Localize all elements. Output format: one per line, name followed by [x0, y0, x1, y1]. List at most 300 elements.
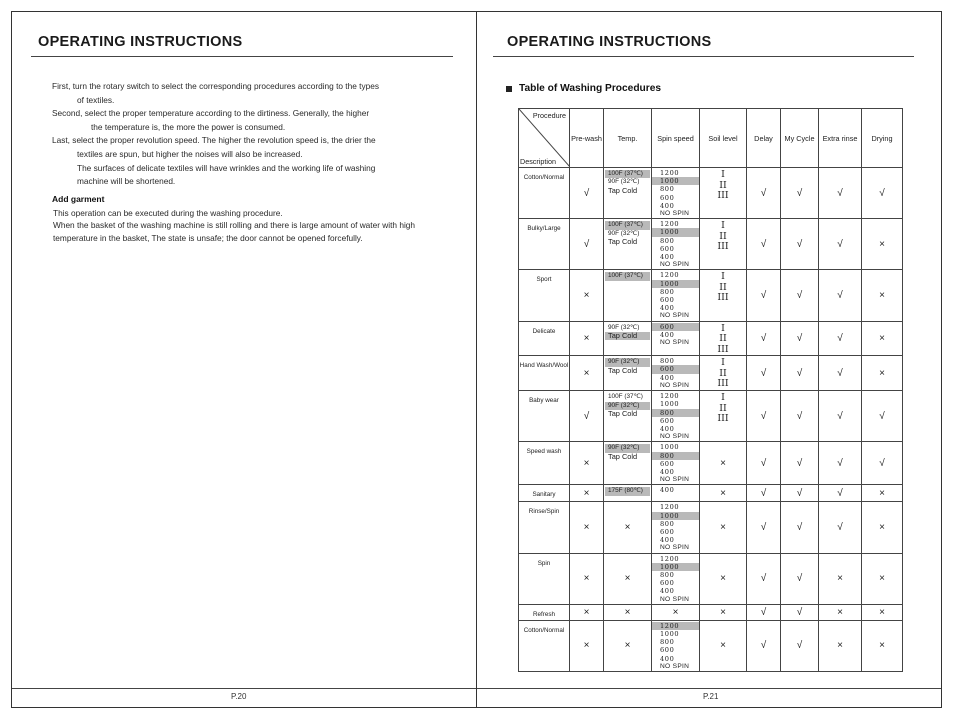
instructions-paragraph — [52, 80, 379, 189]
text-line: The surfaces of delicate textiles will have wrinkles and the working life of washing — [77, 162, 376, 173]
delay-cell — [747, 219, 781, 270]
spin-option: 600 — [660, 579, 675, 588]
extra-rinse-cell — [819, 356, 862, 391]
my-cycle-cell — [781, 485, 819, 502]
spin-option: 1200 — [660, 271, 680, 280]
prewash-cell — [570, 604, 604, 620]
spin-option: NO SPIN — [660, 210, 690, 218]
spin-speed-cell — [652, 321, 700, 356]
spin-option: NO SPIN — [660, 595, 690, 603]
prewash-cell — [570, 553, 604, 604]
extra-rinse-mark: √ — [837, 522, 843, 533]
table-title — [506, 83, 661, 94]
spin-option: 1200 — [652, 622, 699, 630]
delay-mark: √ — [760, 238, 767, 250]
table-row — [519, 553, 903, 604]
text-line: machine will be shortened. — [77, 176, 176, 187]
text-line: This operation can be executed during the washing procedure. — [53, 208, 283, 218]
prewash-cell — [570, 356, 604, 391]
spin-option: 1200 — [660, 169, 680, 177]
spin-option: 600 — [660, 528, 675, 536]
my-cycle-cell — [781, 356, 819, 391]
program-name: Bulky/Large — [527, 225, 561, 233]
prewash-mark: √ — [583, 410, 590, 422]
extra-rinse-mark: √ — [837, 410, 843, 422]
temp-option: Tap Cold — [608, 237, 638, 247]
delay-cell — [747, 168, 781, 219]
spin-option: NO SPIN — [660, 476, 690, 484]
program-name-cell — [519, 356, 570, 391]
text-line: of textiles. — [77, 94, 115, 105]
spin-option: 1000 — [660, 443, 680, 452]
table-row — [519, 321, 903, 356]
extra-rinse-cell — [819, 442, 862, 485]
delay-mark: √ — [760, 573, 767, 585]
temp-cell — [604, 485, 652, 502]
program-name-cell — [519, 620, 570, 671]
prewash-cell — [570, 270, 604, 321]
header-delay: Delay — [747, 109, 781, 168]
spin-option: NO SPIN — [660, 433, 690, 441]
soil-level-cell — [700, 553, 747, 604]
soil-level-option: I — [721, 322, 725, 334]
drying-mark: √ — [879, 187, 885, 199]
prewash-mark: √ — [583, 187, 590, 199]
program-name-cell — [519, 604, 570, 620]
soil-mark: × — [720, 487, 726, 499]
my-cycle-mark: √ — [796, 187, 803, 199]
my-cycle-cell — [781, 442, 819, 485]
delay-cell — [747, 391, 781, 442]
soil-level-cell — [700, 168, 747, 219]
drying-mark: √ — [879, 410, 885, 422]
spin-option: 800 — [660, 287, 675, 296]
spin-option: 600 — [660, 416, 675, 425]
prewash-mark: × — [583, 332, 590, 344]
drying-cell — [862, 620, 903, 671]
extra-rinse-cell — [819, 219, 862, 270]
prewash-mark: × — [583, 573, 590, 585]
my-cycle-mark: √ — [796, 410, 803, 422]
program-name: Sport — [536, 276, 552, 284]
spin-option: 400 — [660, 373, 675, 382]
spin-option: 400 — [660, 654, 675, 663]
table-header-row — [519, 109, 903, 168]
soil-level-cell — [700, 620, 747, 671]
soil-level-option: III — [717, 190, 729, 201]
extra-rinse-mark: √ — [837, 457, 843, 469]
prewash-mark: × — [583, 457, 590, 469]
soil-level-cell — [700, 356, 747, 391]
soil-mark: × — [720, 573, 726, 585]
spin-option: 1200 — [660, 554, 680, 563]
my-cycle-mark: √ — [796, 522, 803, 533]
spin-option: 400 — [660, 486, 675, 495]
spin-option: 800 — [652, 452, 699, 460]
delay-cell — [747, 356, 781, 391]
spin-option: NO SPIN — [660, 261, 690, 269]
prewash-cell — [570, 168, 604, 219]
temp-cell — [604, 620, 652, 671]
soil-level-option: II — [719, 402, 727, 414]
extra-rinse-mark: √ — [837, 332, 843, 344]
delay-mark: √ — [760, 332, 767, 344]
my-cycle-mark: √ — [796, 332, 803, 344]
prewash-cell — [570, 502, 604, 553]
drying-cell — [862, 219, 903, 270]
program-name: Baby wear — [529, 397, 559, 405]
spin-mark: × — [672, 606, 679, 618]
spin-speed-cell — [652, 442, 700, 485]
temp-option: Tap Cold — [608, 408, 638, 418]
temp-option: 100F (37℃) — [608, 393, 643, 401]
prewash-mark: × — [583, 522, 590, 533]
spin-option: 800 — [660, 185, 675, 194]
spin-option: NO SPIN — [660, 544, 690, 552]
delay-cell — [747, 502, 781, 553]
table-row — [519, 442, 903, 485]
program-name: Cotton/Normal — [523, 626, 565, 634]
soil-level-option: I — [721, 357, 725, 369]
temp-cell — [604, 321, 652, 356]
my-cycle-cell — [781, 391, 819, 442]
program-name-cell — [519, 502, 570, 553]
text-line: Last, select the proper revolution speed. The higher the revolution speed is, the drier the — [52, 135, 376, 146]
text-line: the temperature is, the more the power is consumed. — [91, 121, 286, 132]
delay-mark: √ — [760, 606, 767, 618]
spin-speed-cell — [652, 604, 700, 620]
drying-cell — [862, 391, 903, 442]
prewash-cell — [570, 219, 604, 270]
temp-mark: × — [624, 606, 631, 618]
extra-rinse-cell — [819, 168, 862, 219]
spin-option: 1200 — [660, 503, 680, 512]
spin-option: 600 — [660, 244, 675, 253]
soil-level-option: II — [719, 367, 727, 379]
spin-option: 1000 — [652, 563, 699, 571]
my-cycle-mark: √ — [796, 238, 803, 250]
prewash-cell — [570, 321, 604, 356]
extra-rinse-mark: √ — [837, 238, 843, 250]
drying-mark: × — [879, 290, 885, 302]
temp-option: Tap Cold — [605, 332, 650, 340]
soil-level-cell — [700, 391, 747, 442]
table-row — [519, 219, 903, 270]
my-cycle-mark: √ — [796, 573, 803, 585]
my-cycle-cell — [781, 620, 819, 671]
my-cycle-cell — [781, 321, 819, 356]
temp-option: 90F (32℃) — [608, 229, 640, 237]
my-cycle-mark: √ — [796, 606, 803, 618]
left-page — [11, 11, 477, 708]
prewash-cell — [570, 442, 604, 485]
spin-option: 600 — [652, 323, 699, 331]
spin-speed-cell — [652, 485, 700, 502]
header-description: Description — [520, 157, 556, 166]
soil-level-cell — [700, 604, 747, 620]
program-name: Refresh — [532, 610, 556, 618]
temp-option: Tap Cold — [608, 451, 638, 461]
temp-cell — [604, 391, 652, 442]
spin-speed-cell — [652, 168, 700, 219]
footer-rule — [12, 688, 476, 689]
my-cycle-mark: √ — [796, 457, 803, 469]
spin-option: NO SPIN — [660, 381, 690, 389]
spin-option: 800 — [660, 519, 675, 528]
spin-option: 400 — [660, 201, 675, 210]
header-extra-rinse: Extra rinse — [819, 109, 862, 168]
temp-option: 90F (32℃) — [605, 358, 650, 366]
spin-option: 400 — [660, 424, 675, 433]
header-procedure-description — [519, 109, 570, 168]
temp-mark: × — [624, 522, 631, 533]
spin-option: 800 — [660, 571, 675, 580]
temp-cell — [604, 168, 652, 219]
delay-mark: √ — [760, 410, 767, 422]
soil-mark: × — [720, 606, 726, 618]
table-title-text: Table of Washing Procedures — [519, 83, 662, 94]
temp-cell — [604, 502, 652, 553]
spin-option: 600 — [660, 193, 675, 202]
drying-mark: × — [879, 238, 885, 250]
soil-level-option: III — [717, 241, 729, 253]
spin-option: 1000 — [652, 228, 699, 236]
spin-speed-cell — [652, 553, 700, 604]
table-row — [519, 168, 903, 219]
temp-option: Tap Cold — [608, 365, 638, 375]
table-row — [519, 620, 903, 671]
spin-speed-cell — [652, 620, 700, 671]
spin-option: 600 — [652, 365, 699, 373]
program-name: Rinse/Spin — [528, 508, 560, 516]
spin-option: 800 — [660, 357, 675, 366]
header-spin-speed: Spin speed — [652, 109, 700, 168]
extra-rinse-cell — [819, 485, 862, 502]
my-cycle-mark: √ — [796, 290, 803, 302]
header-my-cycle: My Cycle — [781, 109, 819, 168]
washing-procedures-table — [518, 108, 903, 672]
header-soil-level: Soil level — [700, 109, 747, 168]
extra-rinse-mark: √ — [837, 187, 843, 199]
text-line: First, turn the rotary switch to select the corresponding procedures according to the types — [52, 81, 379, 91]
table-row — [519, 502, 903, 553]
table-row — [519, 391, 903, 442]
drying-mark: × — [879, 522, 885, 533]
text-line: textiles are spun, but higher the noises will also be increased. — [77, 148, 303, 159]
soil-level-cell — [700, 270, 747, 321]
delay-cell — [747, 485, 781, 502]
table-row — [519, 356, 903, 391]
prewash-mark: × — [583, 290, 590, 302]
header-procedure: Procedure — [532, 111, 566, 120]
spin-option: 1000 — [660, 630, 680, 639]
my-cycle-cell — [781, 270, 819, 321]
drying-mark: × — [879, 487, 885, 499]
drying-cell — [862, 604, 903, 620]
drying-cell — [862, 270, 903, 321]
delay-mark: √ — [760, 290, 767, 302]
drying-cell — [862, 485, 903, 502]
extra-rinse-cell — [819, 321, 862, 356]
program-name: Speed wash — [526, 448, 562, 456]
extra-rinse-cell — [819, 502, 862, 553]
prewash-mark: √ — [583, 238, 590, 250]
spin-option: 600 — [660, 459, 675, 468]
prewash-mark: × — [583, 367, 590, 379]
soil-mark: × — [720, 457, 726, 469]
table-row — [519, 604, 903, 620]
program-name: Hand Wash/Wool — [519, 362, 569, 370]
my-cycle-cell — [781, 502, 819, 553]
temp-mark: × — [624, 640, 631, 652]
spin-option: 600 — [660, 296, 675, 305]
soil-level-option: I — [721, 169, 725, 180]
extra-rinse-cell — [819, 620, 862, 671]
header-temp: Temp. — [604, 109, 652, 168]
program-name: Sanitary — [532, 491, 556, 499]
delay-mark: √ — [760, 457, 767, 469]
spin-option: 1000 — [652, 280, 699, 288]
extra-rinse-mark: √ — [837, 367, 843, 379]
my-cycle-mark: √ — [796, 367, 803, 379]
temp-mark: × — [624, 573, 631, 585]
spin-option: 1000 — [660, 400, 680, 409]
temp-option: 100F (37℃) — [605, 170, 650, 178]
bullet-square-icon — [506, 86, 512, 92]
delay-mark: √ — [760, 367, 767, 379]
soil-level-cell — [700, 321, 747, 356]
spin-option: NO SPIN — [660, 662, 690, 670]
program-name-cell — [519, 321, 570, 356]
table-body — [519, 168, 903, 672]
spin-option: 400 — [660, 330, 675, 339]
page-title: OPERATING INSTRUCTIONS — [507, 34, 712, 50]
spin-speed-cell — [652, 502, 700, 553]
temp-option: 90F (32℃) — [605, 444, 650, 452]
drying-mark: × — [879, 573, 885, 585]
drying-mark: × — [879, 640, 885, 652]
program-name-cell — [519, 391, 570, 442]
drying-cell — [862, 168, 903, 219]
drying-mark: × — [879, 332, 885, 344]
drying-cell — [862, 442, 903, 485]
spin-option: 1200 — [660, 392, 680, 401]
spin-speed-cell — [652, 270, 700, 321]
soil-level-cell — [700, 442, 747, 485]
prewash-mark: × — [583, 487, 590, 499]
temp-cell — [604, 604, 652, 620]
my-cycle-cell — [781, 604, 819, 620]
temp-cell — [604, 270, 652, 321]
drying-cell — [862, 553, 903, 604]
delay-mark: √ — [760, 522, 767, 533]
add-garment-paragraph — [53, 207, 415, 244]
soil-level-option: III — [717, 292, 729, 304]
soil-level-cell — [700, 485, 747, 502]
drying-cell — [862, 356, 903, 391]
temp-cell — [604, 553, 652, 604]
header-prewash: Pre-wash — [570, 109, 604, 168]
spin-option: 400 — [660, 467, 675, 476]
page-number: P.20 — [231, 692, 247, 701]
drying-cell — [862, 502, 903, 553]
delay-cell — [747, 270, 781, 321]
temp-option: 90F (32℃) — [608, 323, 640, 331]
temp-cell — [604, 219, 652, 270]
spin-option: 1000 — [652, 512, 699, 520]
delay-mark: √ — [760, 187, 767, 199]
add-garment-heading: Add garment — [52, 194, 105, 204]
temp-cell — [604, 356, 652, 391]
extra-rinse-mark: √ — [837, 290, 843, 302]
text-line: Second, select the proper temperature according to the dirtiness. Generally, the higher — [52, 108, 370, 119]
title-rule — [31, 56, 453, 57]
program-name-cell — [519, 553, 570, 604]
soil-level-option: III — [717, 378, 729, 390]
soil-level-option: I — [721, 220, 725, 232]
footer-rule — [477, 688, 941, 689]
program-name-cell — [519, 485, 570, 502]
page-title: OPERATING INSTRUCTIONS — [38, 34, 243, 50]
temp-option: 90F (32℃) — [605, 402, 650, 410]
delay-cell — [747, 620, 781, 671]
my-cycle-cell — [781, 553, 819, 604]
extra-rinse-mark: × — [837, 573, 843, 585]
soil-level-cell — [700, 502, 747, 553]
prewash-mark: × — [583, 640, 590, 652]
temp-option: 100F (37℃) — [605, 272, 650, 280]
page-number: P.21 — [703, 692, 719, 701]
title-rule — [493, 56, 914, 57]
drying-mark: √ — [879, 457, 885, 469]
table-row — [519, 270, 903, 321]
spin-option: 400 — [660, 536, 675, 545]
delay-mark: √ — [760, 487, 767, 499]
temp-option: 175F (80℃) — [605, 487, 650, 495]
prewash-cell — [570, 485, 604, 502]
delay-cell — [747, 321, 781, 356]
program-name-cell — [519, 270, 570, 321]
text-line: When the basket of the washing machine is still rolling and there is large amount of water with high — [53, 220, 416, 231]
program-name: Delicate — [532, 327, 556, 335]
spin-option: NO SPIN — [660, 312, 690, 320]
text-line: temperature in the basket, The state is unsafe; the door cannot be opened forcefully. — [53, 232, 363, 243]
spin-option: 800 — [652, 409, 699, 417]
spin-option: 600 — [660, 646, 675, 655]
prewash-cell — [570, 620, 604, 671]
spin-option: 800 — [660, 638, 675, 647]
spin-option: 800 — [660, 236, 675, 245]
spin-option: 1000 — [652, 177, 699, 185]
spin-speed-cell — [652, 219, 700, 270]
extra-rinse-cell — [819, 604, 862, 620]
delay-mark: √ — [760, 640, 767, 652]
my-cycle-mark: √ — [796, 640, 803, 652]
soil-level-option: II — [719, 281, 727, 293]
soil-level-option: I — [721, 392, 725, 404]
soil-mark: × — [720, 640, 726, 652]
delay-cell — [747, 604, 781, 620]
spin-option: 400 — [660, 253, 675, 262]
spin-option: 400 — [660, 304, 675, 313]
table-row — [519, 485, 903, 502]
extra-rinse-mark: × — [837, 606, 843, 618]
program-name-cell — [519, 442, 570, 485]
spin-option: 1200 — [660, 220, 680, 229]
soil-level-option: II — [719, 333, 727, 345]
soil-level-option: I — [721, 271, 725, 283]
spin-speed-cell — [652, 391, 700, 442]
